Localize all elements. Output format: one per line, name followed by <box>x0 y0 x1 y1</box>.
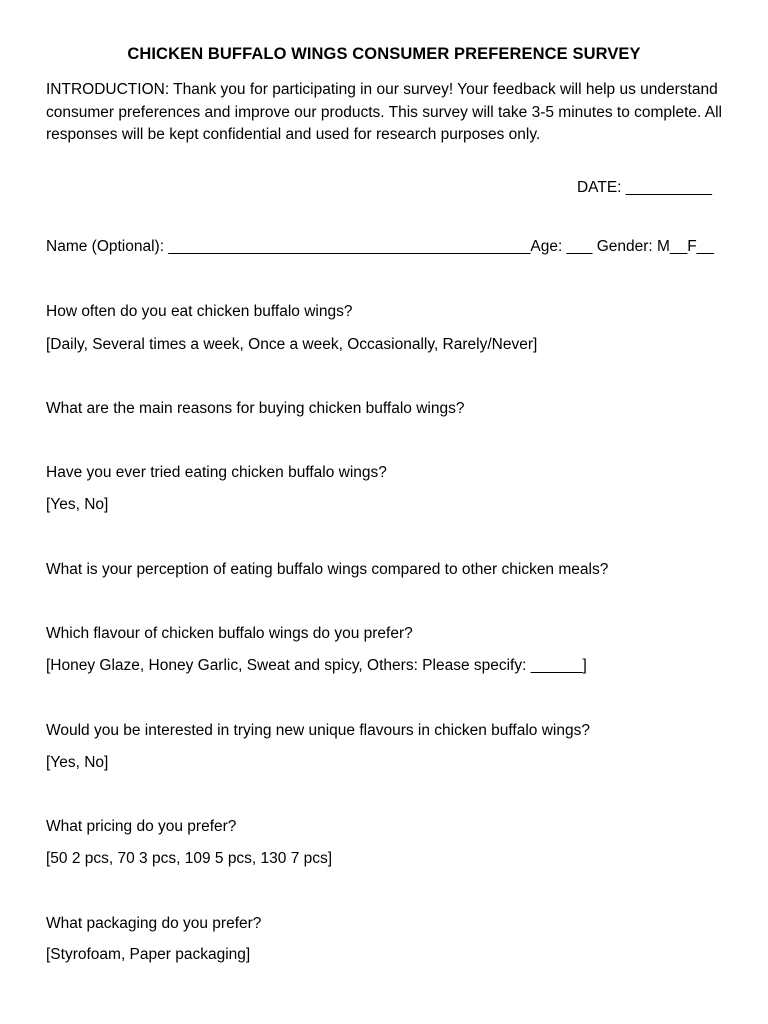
question-tried: Have you ever tried eating chicken buffalo wings? <box>46 464 387 481</box>
question-frequency: How often do you eat chicken buffalo wings? <box>46 303 353 320</box>
options-new-flavours: [Yes, No] <box>46 754 109 771</box>
options-flavour: [Honey Glaze, Honey Garlic, Sweat and spicy, Others: Please specify: ______] <box>46 657 587 674</box>
question-new-flavours: Would you be interested in trying new unique flavours in chicken buffalo wings? <box>46 722 590 739</box>
options-pricing: [50 2 pcs, 70 3 pcs, 109 5 pcs, 130 7 pcs] <box>46 850 333 867</box>
respondent-info-line: Name (Optional): __________________________________________Age: ___ Gender: M__F__ <box>46 238 714 255</box>
survey-title: CHICKEN BUFFALO WINGS CONSUMER PREFERENCE SURVEY <box>127 45 641 63</box>
options-frequency: [Daily, Several times a week, Once a week, Occasionally, Rarely/Never] <box>46 336 538 353</box>
survey-introduction: INTRODUCTION: Thank you for participating in our survey! Your feedback will help us understand consumer preferences and improve our products. This survey will take 3-5 minutes to complete. All responses will be kept confidential and used for research purposes only. <box>46 81 722 143</box>
question-packaging: What packaging do you prefer? <box>46 915 262 932</box>
date-field: DATE: __________ <box>576 179 712 196</box>
question-pricing: What pricing do you prefer? <box>46 818 237 835</box>
question-reasons: What are the main reasons for buying chicken buffalo wings? <box>46 400 465 417</box>
options-packaging: [Styrofoam, Paper packaging] <box>46 946 251 963</box>
question-perception: What is your perception of eating buffalo wings compared to other chicken meals? <box>46 561 609 578</box>
options-tried: [Yes, No] <box>46 496 109 513</box>
question-flavour: Which flavour of chicken buffalo wings do you prefer? <box>46 625 413 642</box>
